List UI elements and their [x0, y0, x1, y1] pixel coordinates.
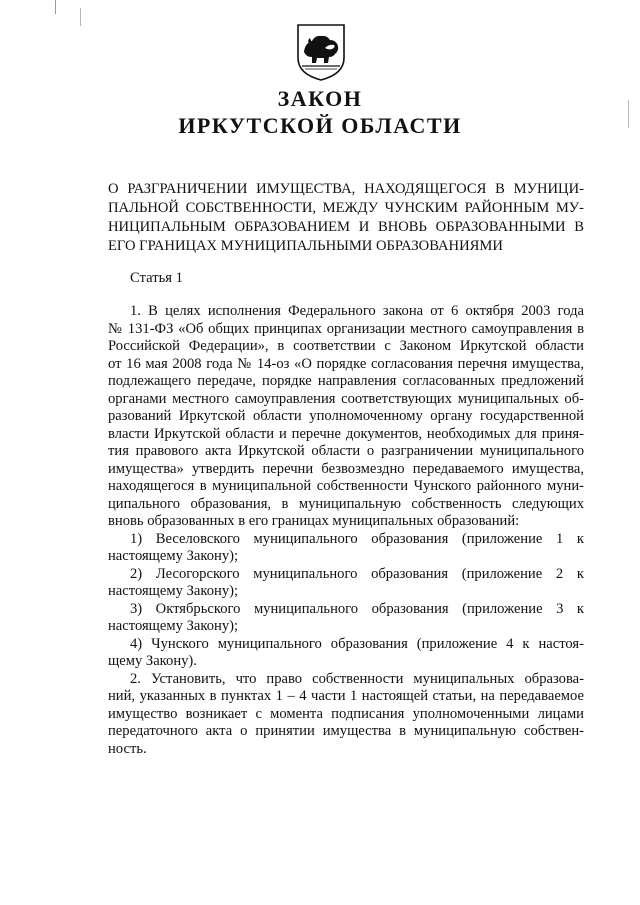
- list-item-line: 4) Чунского муниципального образования (приложение 4 к настоя-: [130, 635, 584, 652]
- body-line: 2. Установить, что право собственности муниципальных образова-: [130, 670, 584, 687]
- list-item-line: настоящему Закону);: [108, 583, 239, 599]
- body-line: имущества» утвердить перечни безвозмездно передаваемого имущества,: [108, 460, 584, 477]
- law-region-title: ИРКУТСКОЙ ОБЛАСТИ: [178, 113, 462, 138]
- body-line: тия правового акта Иркутской области о разграничении муниципального: [108, 443, 584, 459]
- body-line: ципального образования, в муниципальную собственность следующих: [108, 495, 584, 512]
- law-title: ЗАКОН: [277, 86, 363, 111]
- body-line: власти Иркутской области и перечне документов, необходимых для приня-: [108, 425, 584, 442]
- scan-artifact: [55, 0, 56, 14]
- subject-line: ЕГО ГРАНИЦАХ МУНИЦИПАЛЬНЫМИ ОБРАЗОВАНИЯМИ: [108, 238, 503, 254]
- list-item-line: щему Закону).: [108, 653, 197, 669]
- body-line: 1. В целях исполнения Федерального закона от 6 октября 2003 года: [130, 303, 584, 319]
- list-item-line: настоящему Закону);: [108, 618, 239, 634]
- body-line: Российской Федерации», в соответствии с Законом Иркутской области: [108, 338, 584, 354]
- subject-line: О РАЗГРАНИЧЕНИИ ИМУЩЕСТВА, НАХОДЯЩЕГОСЯ В МУНИЦИ-: [108, 181, 584, 197]
- body-line: вновь образованных в его границах муниципальных образований:: [108, 513, 520, 529]
- body-line: № 131-ФЗ «Об общих принципах организации местного самоуправления в: [108, 320, 584, 337]
- article-heading: Статья 1: [130, 270, 183, 286]
- body-line: имущество возникает с момента подписания уполномоченными лицами: [108, 705, 584, 722]
- body-line: ний, указанных в пунктах 1 – 4 части 1 настоящей статьи, на передаваемое: [108, 688, 584, 704]
- subject-line: ПАЛЬНОЙ СОБСТВЕННОСТИ, МЕЖДУ ЧУНСКИМ РАЙОННЫМ МУ-: [108, 200, 584, 216]
- article-body: [108, 303, 584, 758]
- list-item-line: 2) Лесогорского муниципального образования (приложение 2 к: [130, 565, 584, 582]
- law-subject-heading: [108, 180, 584, 256]
- body-line: находящегося в муниципальной собственности Чунского районного муни-: [108, 478, 584, 494]
- subject-line: НИЦИПАЛЬНЫМ ОБРАЗОВАНИЕМ И ВНОВЬ ОБРАЗОВАННЫМИ В: [108, 219, 584, 235]
- list-item-line: 3) Октябрьского муниципального образования (приложение 3 к: [130, 600, 584, 617]
- body-line: ность.: [108, 740, 147, 757]
- irkutsk-coat-of-arms-icon: [295, 22, 347, 82]
- list-item-line: настоящему Закону);: [108, 548, 239, 564]
- body-line: от 16 мая 2008 года № 14-оз «О порядке согласования перечня имущества,: [108, 355, 584, 372]
- body-line: органами местного самоуправления соответствующих муниципальных об-: [108, 390, 584, 407]
- list-item-line: 1) Веселовского муниципального образования (приложение 1 к: [130, 530, 584, 547]
- body-line: подлежащего передаче, порядке направления согласованных предложений: [108, 373, 584, 389]
- body-line: передаточного акта о принятии имущества в муниципальную собствен-: [108, 723, 584, 739]
- body-line: разований Иркутской области уполномоченному органу государственной: [108, 408, 584, 424]
- scan-artifact: [80, 8, 81, 26]
